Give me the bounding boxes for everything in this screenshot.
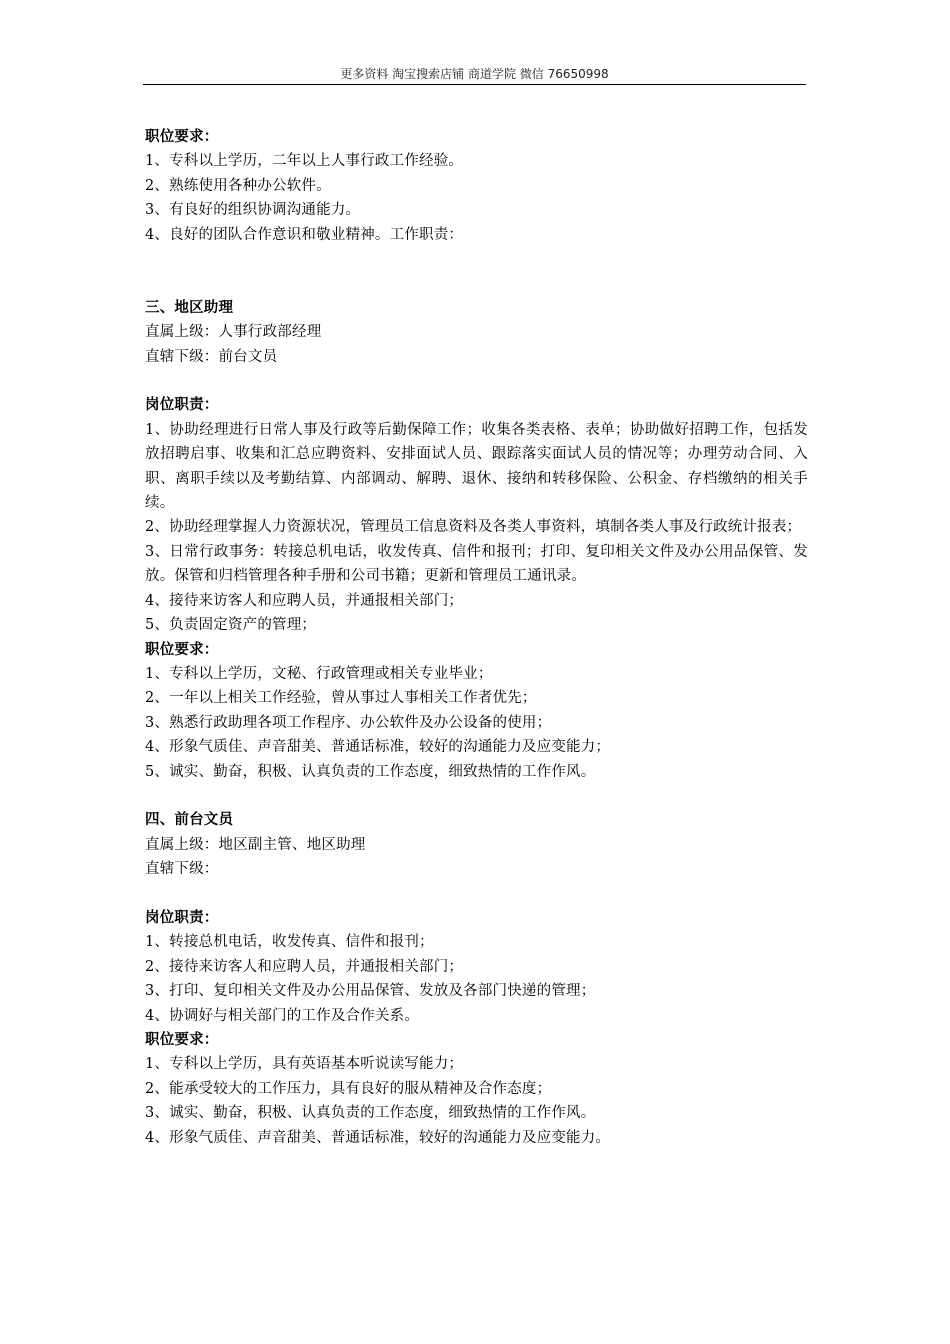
duty-item: 4、接待来访客人和应聘人员，并通报相关部门；: [145, 592, 464, 609]
duty-item: 2、接待来访客人和应聘人员，并通报相关部门；: [145, 958, 464, 975]
duty-item: 1、协助经理进行日常人事及行政等后勤保障工作；收集各类表格、表单；协助做好招聘工作，包括发放招聘启事、收集和汇总应聘资料、安排面试人员、跟踪落实面试人员的情况等；办理劳动合同、入职、离职手续以及考勤结算、内部调动、解聘、退休、接纳和转移保险、公积金、存档缴纳的相关手续。: [145, 421, 808, 512]
superior-line: 直属上级：地区副主管、地区助理: [145, 836, 366, 853]
spacer: [145, 882, 808, 906]
requirement-item: 4、良好的团队合作意识和敬业精神。工作职责：: [145, 226, 464, 243]
requirements-heading: 职位要求：: [145, 1030, 219, 1048]
requirement-item: 2、一年以上相关工作经验，曾从事过人事相关工作者优先；: [145, 690, 537, 707]
duty-item: 3、打印、复印相关文件及办公用品保管、发放及各部门快递的管理；: [145, 983, 596, 1000]
spacer: [145, 784, 808, 808]
requirement-item: 1、专科以上学历，文秘、行政管理或相关专业毕业；: [145, 665, 493, 682]
requirements-heading: 职位要求：: [145, 128, 219, 145]
requirement-item: 4、形象气质佳、声音甜美、普通话标准，较好的沟通能力及应变能力。: [145, 1129, 611, 1146]
duty-item: 5、负责固定资产的管理；: [145, 617, 317, 634]
subordinate-line: 直辖下级：: [145, 861, 219, 878]
requirement-item: 1、专科以上学历，二年以上人事行政工作经验。: [145, 153, 464, 170]
duty-item: 3、日常行政事务：转接总机电话，收发传真、信件和报刊；打印、复印相关文件及办公用品保管、发放。保管和归档管理各种手册和公司书籍；更新和管理员工通讯录。: [145, 543, 808, 585]
requirement-item: 1、专科以上学历，具有英语基本听说读写能力；: [145, 1056, 464, 1073]
requirement-item: 3、熟悉行政助理各项工作程序、办公软件及办公设备的使用；: [145, 714, 552, 731]
requirement-item: 3、有良好的组织协调沟通能力。: [145, 202, 361, 219]
section-title: 三、地区助理: [145, 298, 234, 316]
document-body: [145, 125, 808, 1150]
requirement-item: 4、形象气质佳、声音甜美、普通话标准，较好的沟通能力及应变能力；: [145, 739, 611, 756]
subordinate-line: 直辖下级：前台文员: [145, 348, 278, 365]
spacer: [145, 369, 808, 393]
requirement-item: 2、熟练使用各种办公软件。: [145, 177, 331, 194]
section-title: 四、前台文员: [145, 811, 234, 829]
duty-item: 2、协助经理掌握人力资源状况，管理员工信息资料及各类人事资料，填制各类人事及行政统计报表；: [145, 519, 802, 536]
superior-line: 直属上级：人事行政部经理: [145, 324, 322, 341]
duty-item: 1、转接总机电话，收发传真、信件和报刊；: [145, 934, 434, 951]
requirements-heading: 职位要求：: [145, 640, 219, 658]
header-divider: [143, 84, 806, 85]
requirement-item: 2、能承受较大的工作压力，具有良好的服从精神及合作态度；: [145, 1080, 552, 1097]
requirement-item: 5、诚实、勤奋，积极、认真负责的工作态度，细致热情的工作作风。: [145, 763, 596, 780]
duties-heading: 岗位职责：: [145, 908, 219, 926]
duties-heading: 岗位职责：: [145, 396, 219, 414]
requirement-item: 3、诚实、勤奋，积极、认真负责的工作态度，细致热情的工作作风。: [145, 1105, 596, 1122]
page-header: 更多资料 淘宝搜索店铺 商道学院 微信 76650998: [340, 67, 609, 81]
spacer: [145, 247, 808, 296]
duty-item: 4、协调好与相关部门的工作及合作关系。: [145, 1007, 420, 1024]
